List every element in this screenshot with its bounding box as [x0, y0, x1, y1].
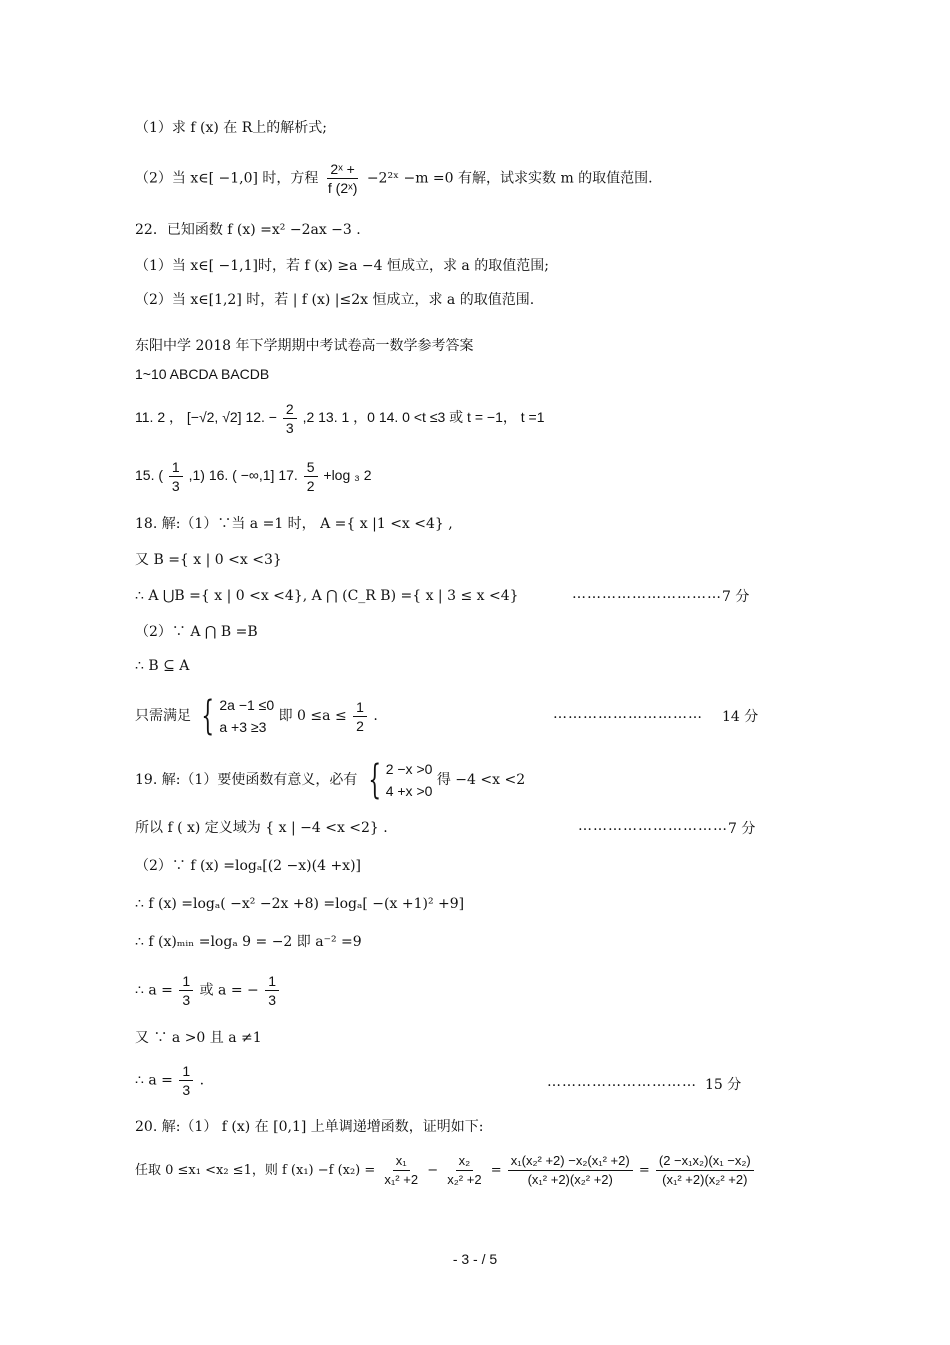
q18-fraction — [353, 698, 367, 735]
fraction-numerator: 1 — [169, 458, 183, 477]
fraction-numerator: (2 −x₁x₂)(x₁ −x₂) — [656, 1152, 754, 1171]
score-label: 14 分 — [722, 709, 759, 725]
answer-key-title: 东阳中学 2018 年下学期期中考试卷高一数学参考答案 — [135, 338, 474, 354]
score-dots: ………………………… — [578, 818, 728, 834]
q22-part1: （1）当 x∈[ −1,1]时，若 f (x) ≥a −4 恒成立，求 a 的取值范围; — [135, 258, 549, 274]
fraction-denominator: 3 — [285, 420, 294, 436]
q20-line1: 20. 解:（1） f (x) 在 [0,1] 上单调递增函数，证明如下: — [135, 1119, 484, 1135]
fraction-numerator: x₁ — [393, 1152, 410, 1171]
q22-part2: （2）当 x∈[1,2] 时，若 | f (x) |≤2x 恒成立，求 a 的取值范围. — [135, 292, 535, 308]
fraction-numerator: 2ˣ + — [327, 160, 357, 179]
fraction-numerator: 5 — [304, 458, 318, 477]
q20-fraction-2 — [444, 1152, 484, 1189]
q19-line3: （2）∵ f (x) =logₐ[(2 −x)(4 +x)] — [135, 858, 361, 874]
q18-line6-text-a: 只需满足 — [135, 708, 191, 724]
q19-line7: 又 ∵ a >0 且 a ≠1 — [135, 1030, 262, 1046]
fraction-denominator: 3 — [268, 992, 277, 1008]
fraction-denominator: 3 — [182, 1082, 191, 1098]
fraction-denominator: (x₁² +2)(x₂² +2) — [662, 1172, 748, 1187]
q20-fraction-4 — [656, 1152, 754, 1189]
q18-line1: 18. 解:（1）∵当 a =1 时， A ={ x |1 <x <4} , — [135, 516, 453, 532]
q19-fraction-a — [179, 972, 193, 1009]
q20-fraction-1 — [381, 1152, 421, 1189]
fraction-numerator: x₁(x₂² +2) −x₂(x₁² +2) — [508, 1152, 633, 1171]
left-brace: { — [201, 693, 215, 739]
page-number: - 3 - / 5 — [452, 1251, 498, 1267]
answer-15-fraction — [169, 458, 183, 495]
fraction-numerator: 1 — [353, 698, 367, 717]
left-brace: { — [368, 757, 381, 803]
answers-11-14 — [135, 400, 830, 437]
fraction-denominator: 2 — [356, 717, 364, 734]
q19-line8-text-a: ∴ a = — [135, 1072, 173, 1089]
answers-1-10: 1~10 ABCDA BACDB — [135, 366, 270, 382]
q18-line6-text-c: . — [373, 708, 378, 724]
system-row-2: a +3 ≥3 — [219, 719, 267, 735]
q19-line8-text-b: . — [199, 1072, 205, 1089]
q19-line1 — [135, 758, 830, 802]
q22-statement: 22．已知函数 f (x) =x² −2ax −3 . — [135, 222, 361, 238]
score-dots: ………………………… — [572, 586, 722, 602]
equals-sign: = — [490, 1163, 502, 1178]
q21-part2-text-a: （2）当 x∈[ −1,0] 时，方程 — [135, 170, 319, 187]
q19-line5: ∴ f (x)ₘᵢₙ =logₐ 9 = −2 即 a⁻² =9 — [135, 934, 362, 950]
score-dots: ………………………… — [553, 706, 703, 722]
answers-15-17-text-a: 15. ( — [135, 467, 164, 484]
q20-fraction-3 — [508, 1152, 633, 1189]
q19-fraction-b — [265, 972, 279, 1009]
q21-part2-text-b: −2²ˣ −m =0 有解，试求实数 m 的取值范围. — [366, 170, 653, 187]
answers-15-17 — [135, 458, 830, 495]
minus-sign: − — [427, 1163, 439, 1178]
score-label: 15 分 — [705, 1077, 742, 1093]
q18-line6-text-b: 即 0 ≤a ≤ — [278, 708, 347, 724]
q19-line6 — [135, 972, 830, 1009]
q18-line4: （2）∵ A ⋂ B =B — [135, 624, 258, 640]
answers-15-17-text-b: ,1) 16. ( −∞,1] 17. — [188, 467, 298, 484]
fraction-numerator: 1 — [179, 1062, 193, 1081]
q19-line6-text-a: ∴ a = — [135, 982, 173, 999]
score-label: 7 分 — [722, 589, 750, 605]
minus-sign: − — [268, 409, 277, 426]
equals-sign: = — [638, 1163, 650, 1178]
inequality-system — [219, 694, 274, 738]
system-row-1: 2 −x >0 — [385, 761, 433, 777]
q19-line1-text-b: 得 −4 <x <2 — [436, 772, 526, 788]
q18-line3-text: ∴ A ⋃B ={ x | 0 <x <4}, A ⋂ (C_R B) ={ x | 3 ≤ x <4} — [135, 588, 519, 604]
q18-line2: 又 B ={ x | 0 <x <3} — [135, 552, 282, 568]
fraction-numerator: 2 — [283, 400, 297, 419]
fraction-numerator: 1 — [179, 972, 193, 991]
fraction-denominator: 3 — [171, 478, 180, 494]
fraction-denominator: x₁² +2 — [384, 1172, 419, 1187]
answers-15-17-text-c: +log ₃ 2 — [323, 467, 372, 484]
fraction-denominator: f (2ˣ) — [327, 180, 358, 196]
inequality-system — [386, 758, 433, 802]
score-dots: ………………………… — [547, 1074, 697, 1090]
fraction-denominator: (x₁² +2)(x₂² +2) — [527, 1172, 613, 1187]
q20-line2-text-a: 任取 0 ≤x₁ <x₂ ≤1，则 f (x₁) −f (x₂) = — [135, 1163, 376, 1178]
answers-11-14-text-a: 11. 2 ， [−√2, √2] 12. — [135, 409, 265, 426]
answers-11-14-text-b: ,2 13. 1 ，0 14. 0 <t ≤3 或 t = −1， t =1 — [302, 409, 545, 426]
system-row-1: 2a −1 ≤0 — [219, 697, 275, 713]
fraction-numerator: 1 — [265, 972, 279, 991]
fraction-denominator: x₂² +2 — [447, 1172, 482, 1187]
q19-line2: 所以 f ( x) 定义域为 { x | −4 <x <2} . — [135, 820, 388, 836]
q20-line2 — [135, 1152, 830, 1189]
q19-line4: ∴ f (x) =logₐ( −x² −2x +8) =logₐ[ −(x +1)² +9] — [135, 896, 465, 912]
q21-part2 — [135, 160, 830, 197]
q19-fraction-c — [179, 1062, 193, 1099]
q21-part1: （1）求 f (x) 在 R上的解析式; — [135, 120, 327, 136]
q18-line5: ∴ B ⊆ A — [135, 658, 190, 674]
answer-17-fraction — [304, 458, 318, 495]
q19-line1-text-a: 19. 解:（1）要使函数有意义，必有 — [135, 772, 358, 788]
score-label: 7 分 — [728, 821, 756, 837]
answer-12-fraction — [283, 400, 297, 437]
fraction-denominator: 2 — [306, 478, 315, 494]
q21-part2-fraction — [325, 160, 360, 197]
fraction-denominator: 3 — [182, 992, 191, 1008]
fraction-numerator: x₂ — [456, 1152, 474, 1171]
q19-line6-text-b: 或 a = − — [199, 982, 259, 999]
system-row-2: 4 +x >0 — [385, 783, 433, 799]
